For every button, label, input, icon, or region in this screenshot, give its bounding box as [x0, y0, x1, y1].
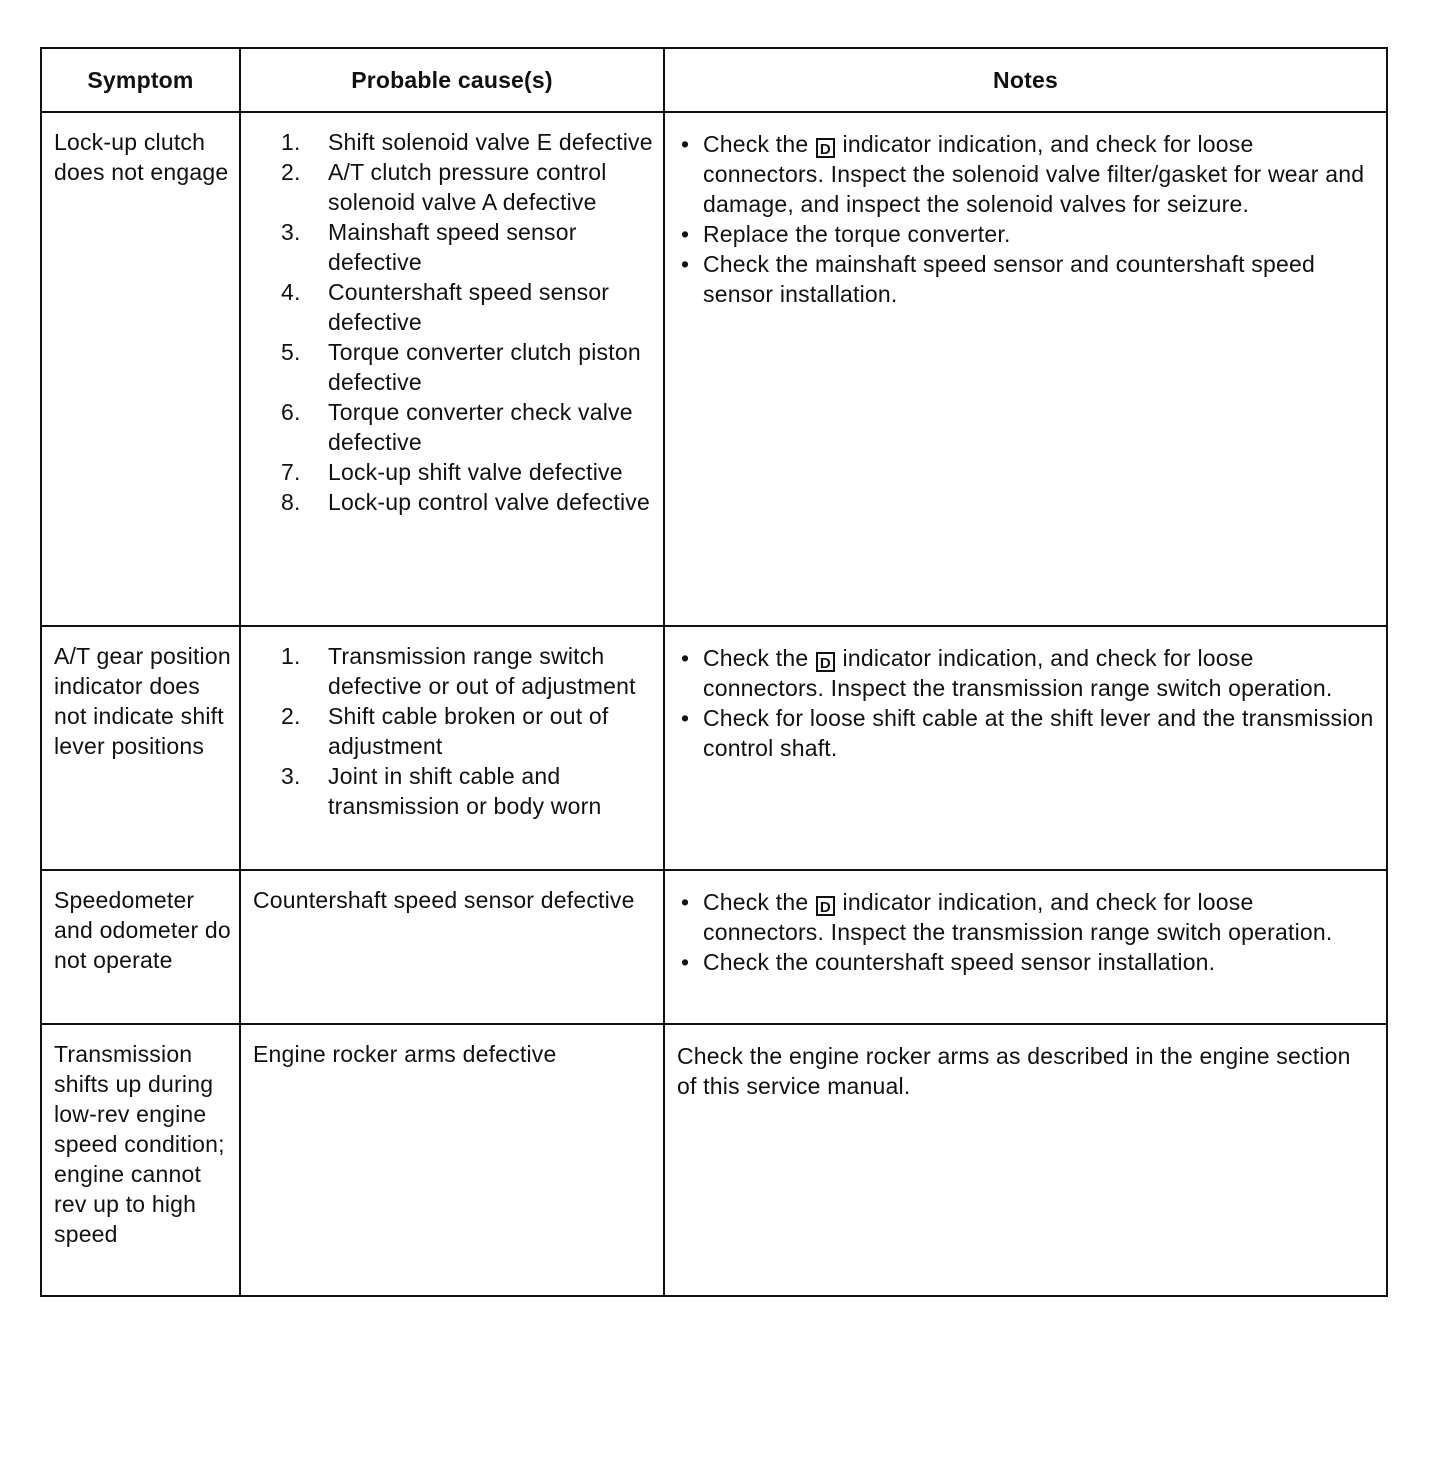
list-item: 4. Countershaft speed sensor defective: [281, 279, 610, 335]
table-row: [41, 112, 1387, 626]
notes-list: [677, 887, 1374, 977]
list-item: • Replace the torque converter.: [681, 221, 1011, 247]
list-item: • Check for loose shift cable at the shift lever and the transmission control shaft.: [681, 705, 1374, 761]
symptom-cell: Lock-up clutch does not engage: [41, 112, 240, 626]
list-item: 5. Torque converter clutch piston defective: [281, 339, 641, 395]
symptom-cell: Transmission shifts up during low-rev engine speed condition; engine cannot rev up to high speed: [41, 1024, 240, 1296]
cause-list: [253, 641, 655, 821]
list-item: 1. Transmission range switch defective or out of adjustment: [281, 643, 636, 699]
cause-cell: Countershaft speed sensor defective: [240, 870, 664, 1024]
list-item: 2. A/T clutch pressure control solenoid valve A defective: [281, 159, 607, 215]
notes-list: [677, 643, 1374, 763]
list-item: 2. Shift cable broken or out of adjustment: [281, 703, 609, 759]
notes-cell: [664, 626, 1387, 870]
list-item: • Check the mainshaft speed sensor and countershaft speed sensor installation.: [681, 251, 1315, 307]
header-notes: Notes: [664, 48, 1387, 112]
table-row: [41, 1024, 1387, 1296]
cause-cell: [240, 112, 664, 626]
notes-cell: [664, 112, 1387, 626]
d-indicator-icon: D: [816, 896, 835, 916]
list-item: • Check the D indicator indication, and check for loose connectors. Inspect the transmission range switch operation.: [681, 889, 1333, 945]
notes-cell: Check the engine rocker arms as described in the engine section of this service manual.: [664, 1024, 1387, 1296]
header-row: [41, 48, 1387, 112]
table-row: [41, 870, 1387, 1024]
d-indicator-icon: D: [816, 138, 835, 158]
list-item: 3. Joint in shift cable and transmission or body worn: [281, 763, 602, 819]
list-item: 3. Mainshaft speed sensor defective: [281, 219, 577, 275]
list-item: 1. Shift solenoid valve E defective: [281, 129, 653, 155]
notes-list: [677, 129, 1374, 309]
table-row: [41, 626, 1387, 870]
list-item: • Check the D indicator indication, and check for loose connectors. Inspect the solenoid valve filter/gasket for wear and damage, and inspect the solenoid valves for seizure.: [681, 131, 1365, 217]
troubleshooting-table: [40, 47, 1388, 1297]
notes-cell: [664, 870, 1387, 1024]
list-item: 6. Torque converter check valve defective: [281, 399, 633, 455]
header-probable-cause: Probable cause(s): [240, 48, 664, 112]
symptom-cell: A/T gear position indicator does not indicate shift lever positions: [41, 626, 240, 870]
list-item: • Check the countershaft speed sensor installation.: [681, 949, 1216, 975]
cause-cell: Engine rocker arms defective: [240, 1024, 664, 1296]
header-symptom: Symptom: [41, 48, 240, 112]
symptom-cell: Speedometer and odometer do not operate: [41, 870, 240, 1024]
list-item: 8. Lock-up control valve defective: [281, 489, 650, 515]
cause-list: [253, 127, 655, 517]
list-item: • Check the D indicator indication, and check for loose connectors. Inspect the transmission range switch operation.: [681, 645, 1333, 701]
d-indicator-icon: D: [816, 652, 835, 672]
list-item: 7. Lock-up shift valve defective: [281, 459, 623, 485]
cause-cell: [240, 626, 664, 870]
